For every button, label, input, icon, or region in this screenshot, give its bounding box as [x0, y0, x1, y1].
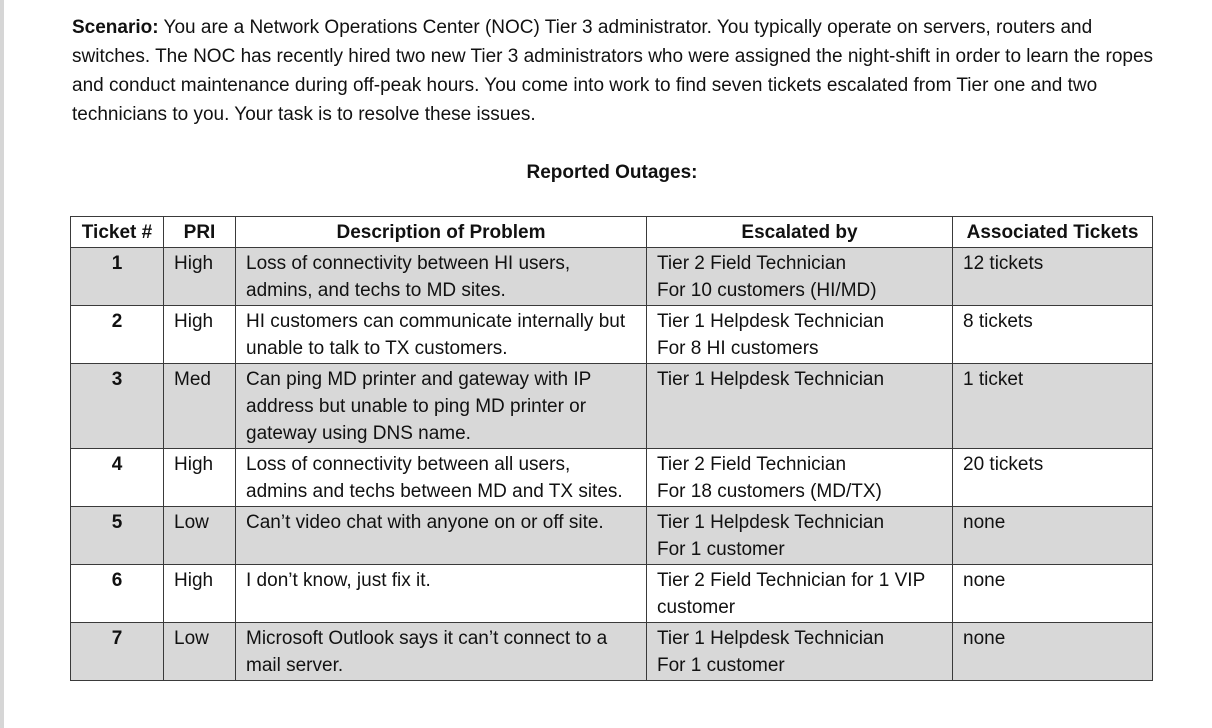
column-header-description: Description of Problem	[236, 217, 647, 248]
column-header-escalated-by: Escalated by	[647, 217, 953, 248]
table-row	[71, 565, 1153, 623]
section-heading: Reported Outages:	[526, 162, 698, 183]
problem-description: Can’t video chat with anyone on or off site.	[236, 507, 647, 565]
ticket-number: 4	[71, 449, 164, 507]
table-row	[71, 248, 1153, 306]
column-header-associated-tickets: Associated Tickets	[953, 217, 1153, 248]
column-header-pri: PRI	[164, 217, 236, 248]
escalated-by: Tier 2 Field Technician for 1 VIP customer	[657, 570, 925, 618]
problem-description: Microsoft Outlook says it can’t connect to a mail server.	[236, 623, 647, 681]
associated-tickets: none	[953, 565, 1153, 623]
scenario-label: Scenario:	[72, 17, 159, 38]
table-row	[71, 449, 1153, 507]
scenario-text: You are a Network Operations Center (NOC) Tier 3 administrator. You typically operate on servers, routers and switches. The NOC has recently hired two new Tier 3 administrators who were assigned the night-shift in order to learn the ropes and conduct maintenance during off-peak hours. You come into work to find seven tickets escalated from Tier one and two technicians to you. Your task is to resolve these issues.	[72, 17, 1154, 125]
associated-tickets: 1 ticket	[953, 364, 1153, 449]
priority: Low	[164, 623, 236, 681]
escalated-by: Tier 1 Helpdesk Technician	[657, 512, 885, 533]
ticket-number: 6	[71, 565, 164, 623]
priority: High	[164, 449, 236, 507]
table-row	[71, 623, 1153, 681]
ticket-number: 7	[71, 623, 164, 681]
problem-description: Loss of connectivity between all users, admins and techs between MD and TX sites.	[236, 449, 647, 507]
priority: High	[164, 248, 236, 306]
header-row	[71, 217, 1153, 248]
ticket-number: 3	[71, 364, 164, 449]
associated-tickets: 12 tickets	[953, 248, 1153, 306]
column-header-ticket: Ticket #	[71, 217, 164, 248]
table-row	[71, 364, 1153, 449]
priority: High	[164, 306, 236, 364]
priority: Low	[164, 507, 236, 565]
escalated-by-cell	[647, 449, 953, 507]
escalated-by: Tier 2 Field Technician	[657, 454, 847, 475]
ticket-number: 2	[71, 306, 164, 364]
priority: High	[164, 565, 236, 623]
escalated-by-cell	[647, 364, 953, 449]
associated-tickets: none	[953, 507, 1153, 565]
escalated-note: For 18 customers (MD/TX)	[657, 481, 882, 502]
problem-description: Loss of connectivity between HI users, admins, and techs to MD sites.	[236, 248, 647, 306]
associated-tickets: 8 tickets	[953, 306, 1153, 364]
escalated-by-cell	[647, 507, 953, 565]
table-row	[71, 507, 1153, 565]
escalated-note: For 1 customer	[657, 655, 785, 676]
outages-table	[70, 216, 1153, 681]
escalated-by-cell	[647, 565, 953, 623]
associated-tickets: none	[953, 623, 1153, 681]
scenario-paragraph	[72, 13, 1162, 129]
associated-tickets: 20 tickets	[953, 449, 1153, 507]
escalated-by-cell	[647, 306, 953, 364]
escalated-by: Tier 1 Helpdesk Technician	[657, 369, 885, 390]
escalated-by: Tier 1 Helpdesk Technician	[657, 628, 885, 649]
escalated-note: For 10 customers (HI/MD)	[657, 280, 877, 301]
problem-description: HI customers can communicate internally but unable to talk to TX customers.	[236, 306, 647, 364]
table-row	[71, 306, 1153, 364]
page-edge-rule	[0, 0, 4, 728]
problem-description: Can ping MD printer and gateway with IP address but unable to ping MD printer or gateway using DNS name.	[236, 364, 647, 449]
ticket-number: 5	[71, 507, 164, 565]
escalated-by: Tier 2 Field Technician	[657, 253, 847, 274]
escalated-note: For 8 HI customers	[657, 338, 819, 359]
ticket-number: 1	[71, 248, 164, 306]
priority: Med	[164, 364, 236, 449]
escalated-by-cell	[647, 623, 953, 681]
escalated-by-cell	[647, 248, 953, 306]
problem-description: I don’t know, just fix it.	[236, 565, 647, 623]
escalated-by: Tier 1 Helpdesk Technician	[657, 311, 885, 332]
escalated-note: For 1 customer	[657, 539, 785, 560]
